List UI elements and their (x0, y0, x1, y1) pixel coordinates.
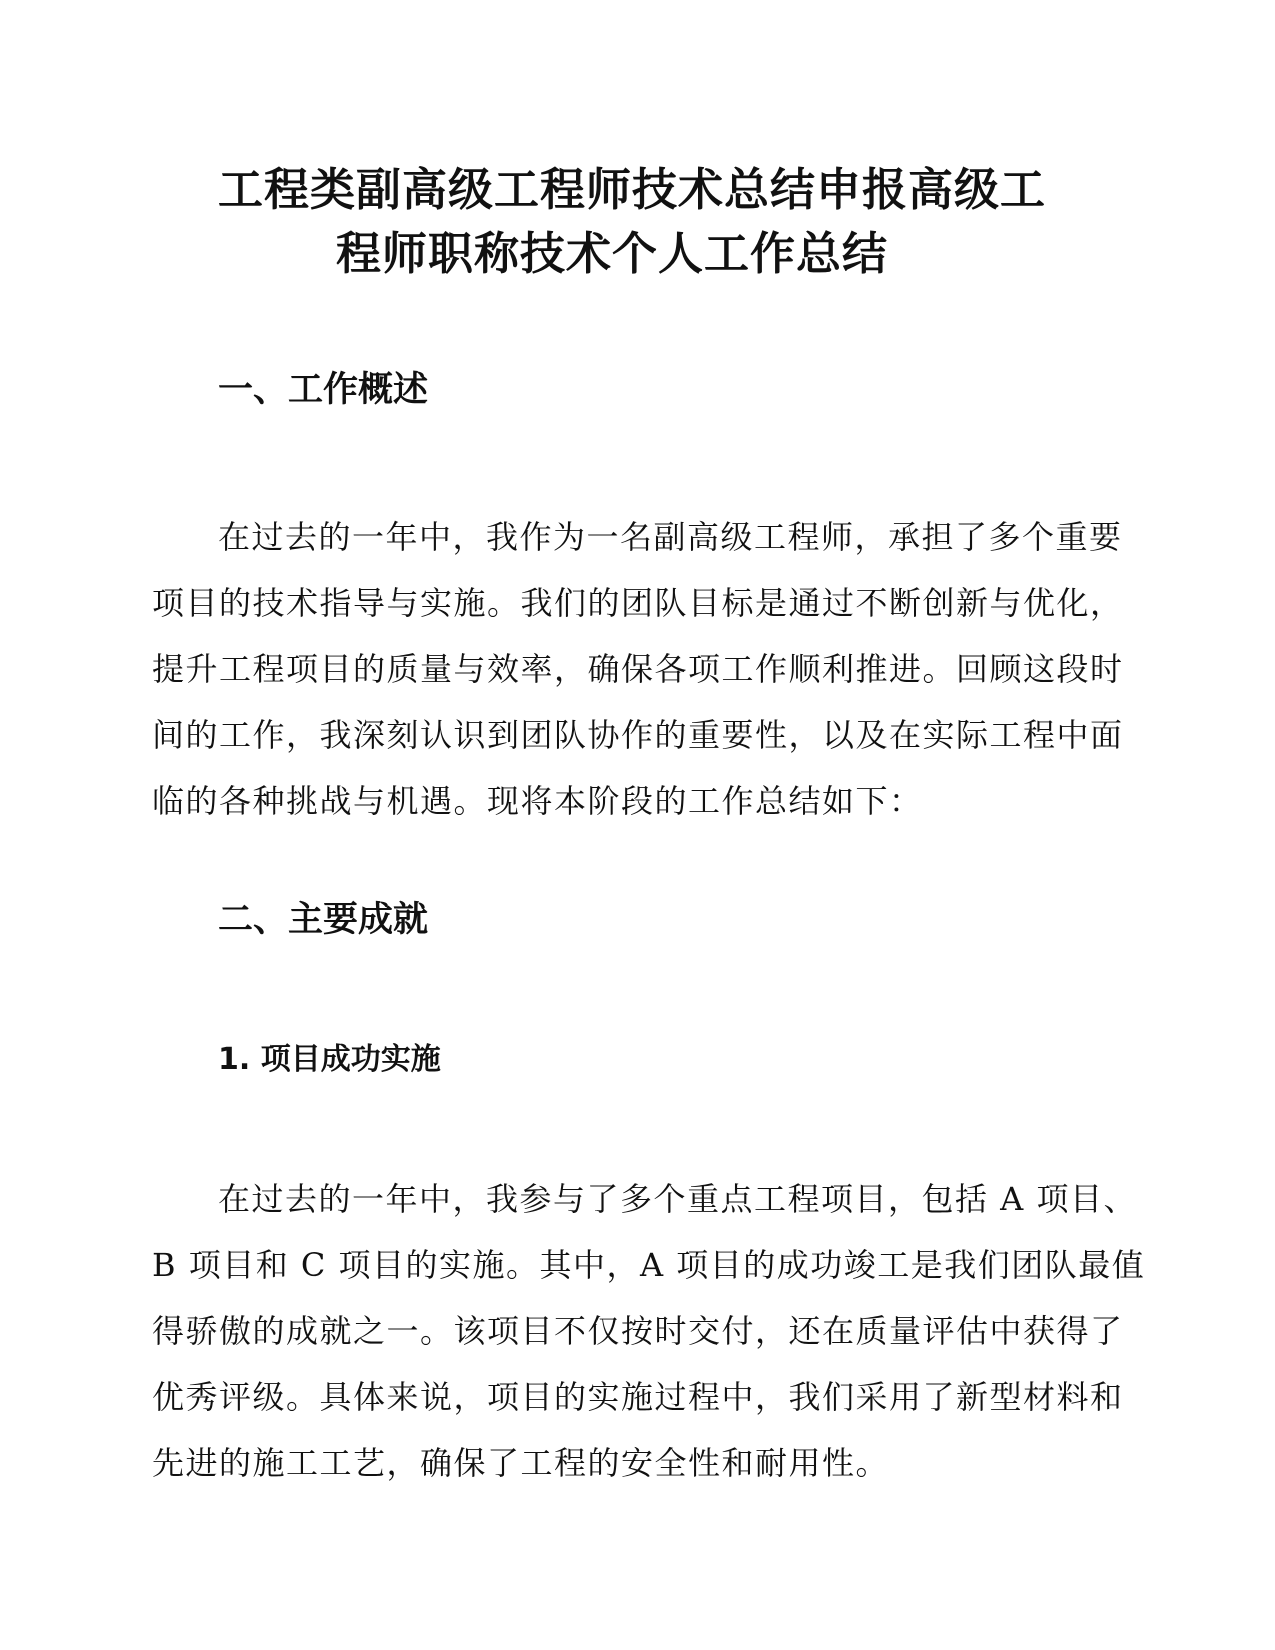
paragraph-line: 优秀评级。具体来说，项目的实施过程中，我们采用了新型材料和 (152, 1378, 1124, 1416)
paragraph-line: 提升工程项目的质量与效率，确保各项工作顺利推进。回顾这段时 (152, 650, 1124, 688)
paragraph-line: 间的工作，我深刻认识到团队协作的重要性，以及在实际工程中面 (152, 716, 1124, 754)
paragraph-line: 在过去的一年中，我参与了多个重点工程项目，包括 A 项目、 (218, 1180, 1137, 1218)
paragraph-line: 在过去的一年中，我作为一名副高级工程师，承担了多个重要 (218, 518, 1123, 556)
paragraph-line: 项目的技术指导与实施。我们的团队目标是通过不断创新与优化， (152, 584, 1124, 622)
paragraph-line: 得骄傲的成就之一。该项目不仅按时交付，还在质量评估中获得了 (152, 1312, 1124, 1350)
section-heading-overview: 一、工作概述 (218, 370, 429, 410)
document-title-line-1: 工程类副高级工程师技术总结申报高级工 (218, 163, 1047, 216)
paragraph-line: 临的各种挑战与机遇。现将本阶段的工作总结如下： (152, 782, 923, 820)
paragraph-line: 先进的施工工艺，确保了工程的安全性和耐用性。 (152, 1444, 890, 1482)
subsection-heading-project-implementation: 1. 项目成功实施 (218, 1042, 441, 1077)
project-implementation-paragraph (152, 1166, 1146, 1496)
paragraph-line: B 项目和 C 项目的实施。其中，A 项目的成功竣工是我们团队最值 (152, 1246, 1146, 1284)
document-title-line-2: 程师职称技术个人工作总结 (336, 227, 889, 280)
section-heading-achievements: 二、主要成就 (218, 900, 429, 940)
overview-paragraph (152, 504, 1122, 834)
